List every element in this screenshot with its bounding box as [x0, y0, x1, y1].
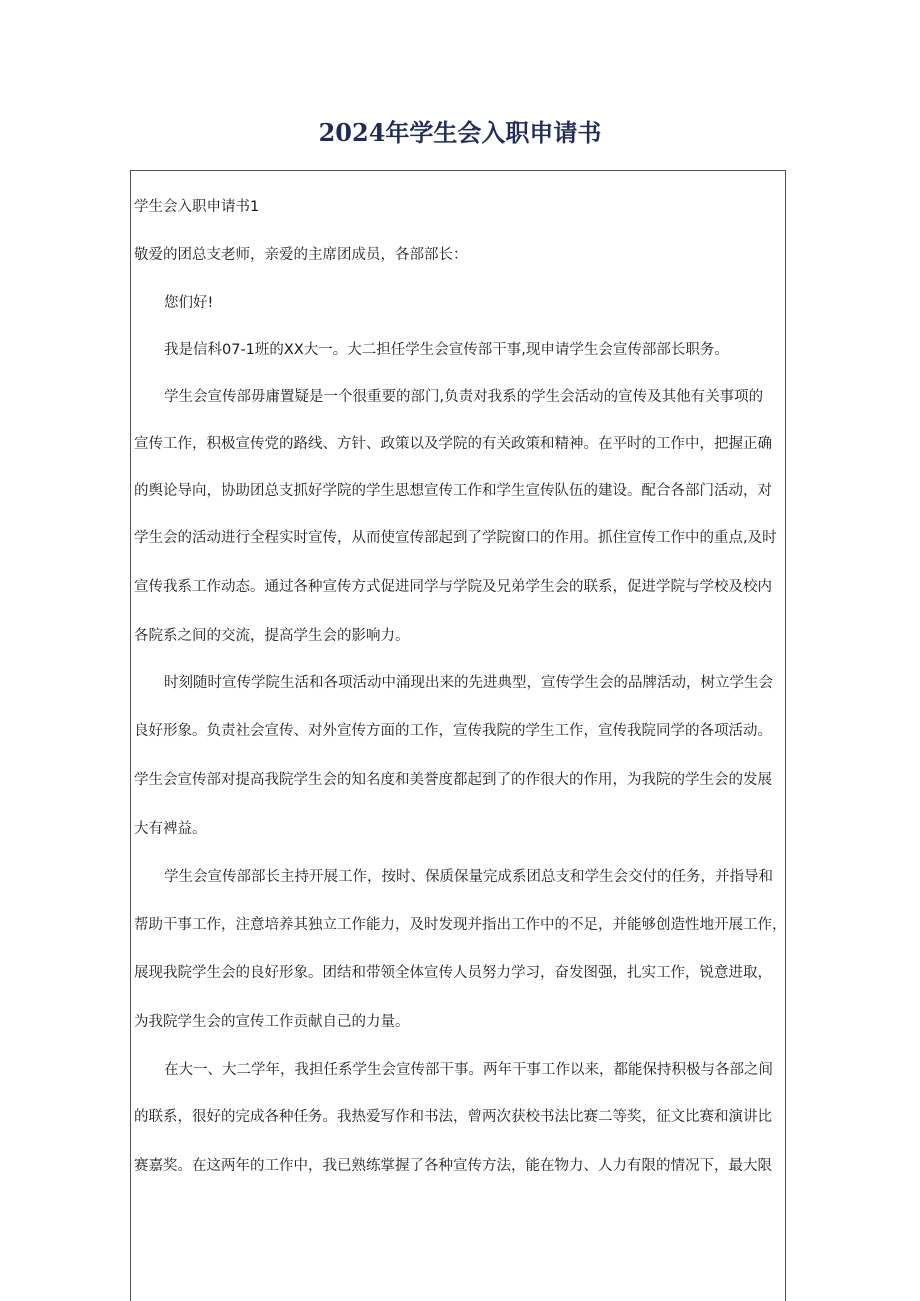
section-heading: 学生会入职申请书1 [134, 199, 260, 215]
salutation-line: 您们好! [164, 295, 214, 311]
body-line: 宣传我系工作动态。通过各种宣传方式促进同学与学院及兄弟学生会的联系，促进学院与学校及校内 [134, 579, 772, 595]
body-line: 良好形象。负责社会宣传、对外宣传方面的工作，宣传我院的学生工作，宣传我院同学的各项活动。 [134, 723, 772, 739]
body-line: 的舆论导向，协助团总支抓好学院的学生思想宣传工作和学生宣传队伍的建设。配合各部门活动，对 [134, 483, 772, 499]
body-line: 赛嘉奖。在这两年的工作中，我已熟练掌握了各种宣传方法，能在物力、人力有限的情况下，最大限 [134, 1158, 772, 1174]
body-line: 为我院学生会的宣传工作贡献自己的力量。 [134, 1014, 410, 1030]
body-line: 学生会的活动进行全程实时宣传，从而使宣传部起到了学院窗口的作用。抓住宣传工作中的重点,及时 [134, 530, 777, 546]
body-line: 展现我院学生会的良好形象。团结和带领全体宣传人员努力学习，奋发图强，扎实工作，锐意进取， [134, 965, 772, 981]
body-line: 时刻随时宣传学院生活和各项活动中涌现出来的先进典型，宣传学生会的品牌活动，树立学生会 [164, 675, 773, 691]
body-line: 各院系之间的交流，提高学生会的影响力。 [134, 628, 410, 644]
body-line: 学生会宣传部对提高我院学生会的知名度和美誉度都起到了的作很大的作用，为我院的学生会的发展 [134, 772, 772, 788]
greeting-line: 敬爱的团总支老师，亲爱的主席团成员，各部部长： [134, 247, 468, 263]
body-line: 大有裨益。 [134, 821, 207, 837]
body-line: 学生会宣传部毋庸置疑是一个很重要的部门,负责对我系的学生会活动的宣传及其他有关事项的 [164, 389, 764, 405]
body-line: 在大一、大二学年，我担任系学生会宣传部干事。两年干事工作以来，都能保持积极与各部之间 [164, 1062, 773, 1078]
body-line: 宣传工作，积极宣传党的路线、方针、政策以及学院的有关政策和精神。在平时的工作中，把握正确 [134, 436, 772, 452]
body-line: 学生会宣传部部长主持开展工作，按时、保质保量完成系团总支和学生会交付的任务，并指导和 [164, 869, 773, 885]
document-title: 2024年学生会入职申请书 [318, 118, 602, 147]
body-line: 帮助干事工作，注意培养其独立工作能力，及时发现并指出工作中的不足，并能够创造性地开展工作， [134, 917, 786, 933]
body-line: 的联系，很好的完成各种任务。我热爱写作和书法，曾两次获校书法比赛二等奖，征文比赛和演讲比 [134, 1109, 772, 1125]
body-line: 我是信科07-1班的XX大一。大二担任学生会宣传部干事,现申请学生会宣传部部长职务。 [164, 342, 729, 358]
